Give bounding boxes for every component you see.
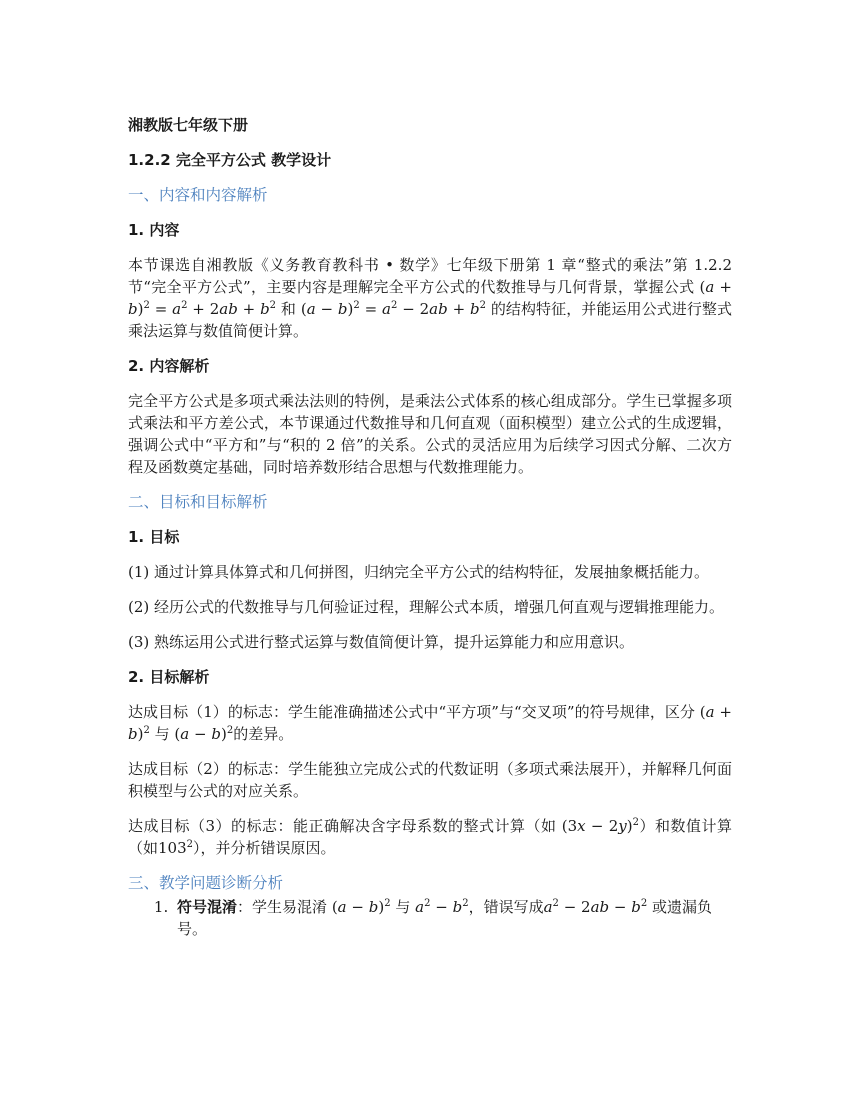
goal-analysis-1 [128, 701, 732, 745]
diagnosis-item-1-text-c: 或遗漏负号。 [177, 898, 713, 938]
section2-sub2-title: 2. 目标解析 [128, 668, 210, 686]
goal-3: (3) 熟练运用公式进行整式运算与数值简便计算，提升运算能力和应用意识。 [128, 633, 635, 651]
formula-diff-square: $(a - b)^2 = a^2 - 2ab + b^2$ [300, 300, 486, 318]
analysis3-text-a: 达成目标（3）的标志：能正确解决含字母系数的整式计算（如 [128, 817, 557, 835]
formula-sum-square: $(a + b)^2 = a^2 + 2ab + b^2$ [128, 278, 732, 318]
diagnosis-item-1 [173, 896, 732, 940]
formula-a-minus-b-sq: $(a - b)^2$ [331, 898, 391, 916]
section3-heading: 三、教学问题诊断分析 [128, 874, 284, 892]
section2-heading: 二、目标和目标解析 [128, 493, 268, 511]
analysis1-and: 与 [154, 725, 170, 743]
diagnosis-item-1-and: 与 [395, 898, 411, 916]
formula-103-squared: $103^2$ [158, 839, 194, 857]
diagnosis-item-1-text-a: ：学生易混淆 [237, 898, 328, 916]
section1-sub2-title: 2. 内容解析 [128, 357, 210, 375]
section1-content-paragraph [128, 254, 732, 342]
analysis1-text-b: 的差异。 [233, 725, 294, 743]
goal-analysis-2: 达成目标（2）的标志：学生能独立完成公式的代数证明（多项式乘法展开），并解释几何面积模型与公式的对应关系。 [128, 760, 732, 800]
goal-analysis-3 [128, 815, 732, 859]
formula-ab-minus: $(a - b)^2$ [174, 725, 234, 743]
diagnosis-item-1-text-b: ，错误写成 [468, 898, 544, 916]
section1-heading: 一、内容和内容解析 [128, 186, 268, 204]
section1-sub1-title: 1. 内容 [128, 221, 180, 239]
formula-3x-2y: $(3x - 2y)^2$ [561, 817, 639, 835]
document-page [128, 110, 732, 940]
content-text-a: 本节课选自湘教版《义务教育教科书 • 数学》七年级下册第 1 章“整式的乘法”第 1.2.2 节“完全平方公式”，主要内容是理解完全平方公式的代数推导与几何背景，掌握公式 [128, 256, 732, 296]
formula-ab-plus: $(a + b)^2$ [128, 703, 732, 743]
goal-1: (1) 通过计算具体算式和几何拼图，归纳完全平方公式的结构特征，发展抽象概括能力。 [128, 563, 710, 581]
content-and: 和 [280, 300, 296, 318]
formula-wrong-expansion: $a^2 - 2ab - b^2$ [543, 898, 648, 916]
diagnosis-item-1-lead: 符号混淆 [177, 898, 238, 916]
goal-2: (2) 经历公式的代数推导与几何验证过程，理解公式本质，增强几何直观与逻辑推理能力。 [128, 598, 725, 616]
analysis3-text-b: ），并分析错误原因。 [193, 839, 336, 857]
analysis1-text-a: 达成目标（1）的标志：学生能准确描述公式中“平方项”与“交叉项”的符号规律，区分 [128, 703, 695, 721]
section1-analysis-paragraph: 完全平方公式是多项式乘法法则的特例，是乘法公式体系的核心组成部分。学生已掌握多项式乘法和平方差公式，本节课通过代数推导和几何直观（面积模型）建立公式的生成逻辑，强调公式中“平方和”与“积的 2 倍”的关系。公式的灵活应用为后续学习因式分解、二次方程及函数奠定基础，同时培养数形结合思想与代数推理能力。 [128, 392, 732, 476]
analysis3-mid: ）和数值计算（如 [128, 817, 732, 857]
content-text-b: 的结构特征，并能运用公式进行整式乘法运算与数值简便计算。 [128, 300, 732, 340]
lesson-title: 1.2.2 完全平方公式 教学设计 [128, 151, 332, 169]
section2-sub1-title: 1. 目标 [128, 528, 180, 546]
diagnosis-list [128, 896, 732, 940]
formula-a2-minus-b2: $a^2 - b^2$ [415, 898, 469, 916]
book-title: 湘教版七年级下册 [128, 116, 249, 134]
